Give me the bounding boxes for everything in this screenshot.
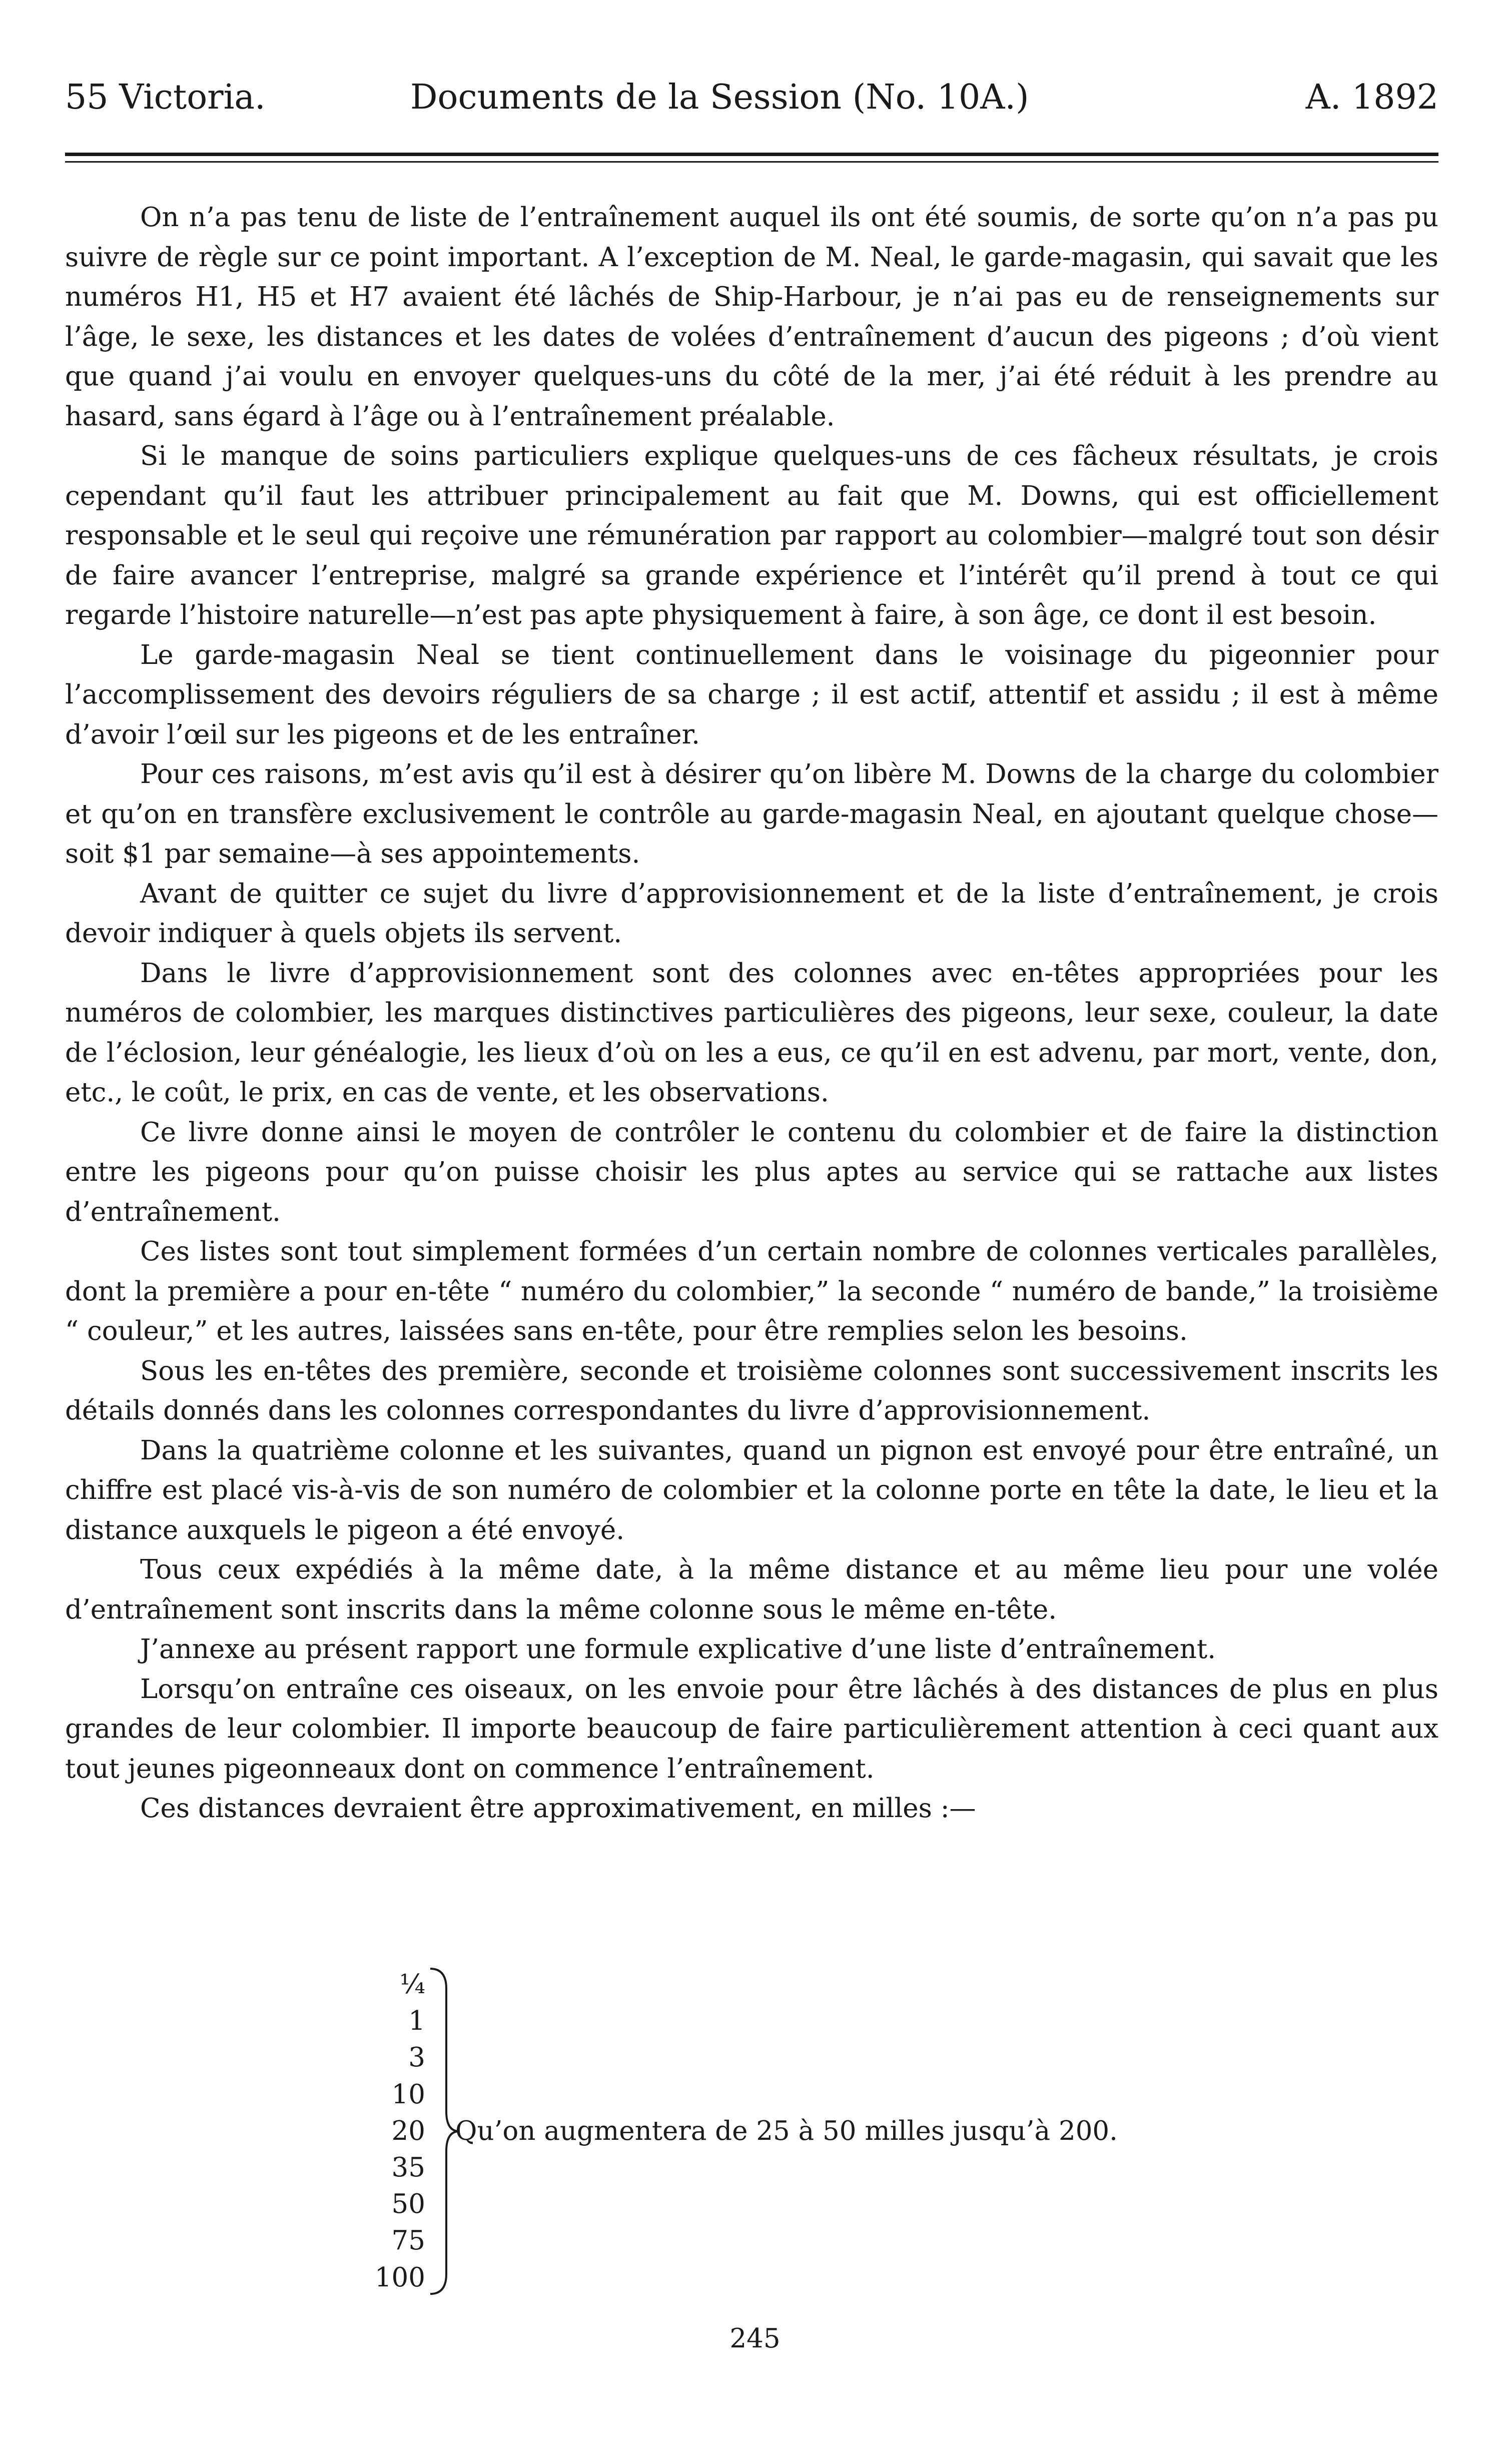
header-year: A. 1892 [1305,78,1438,117]
paragraph: Dans le livre d’approvisionnement sont des colonnes avec en-têtes appropriées pour les numéros de colombier, les marques distinctives particulières des pigeons, leur sexe, couleur, la date de l’éclosion, leur généalogie, les lieux d’où on les a eus, ce qu’il en est advenu, par mort, vente, don, etc., le coût, le prix, en cas de vente, et les observations. [65,958,1438,1108]
distance-value: 35 [391,2152,425,2183]
distance-value: 75 [391,2225,425,2256]
paragraph: Si le manque de soins particuliers explique quelques-uns de ces fâcheux résultats, je crois cependant qu’il faut les attribuer principalement au fait que M. Downs, qui est officiellement responsable et le seul qui reçoive une rémunération par rapport au colombier—malgré tout son désir de faire avancer l’entreprise, malgré sa grande expérience et l’intérêt qu’il prend à tout ce qui regarde l’histoire naturelle—n’est pas apte physiquement à faire, à son âge, ce dont il est besoin. [65,441,1438,630]
paragraph: Ce livre donne ainsi le moyen de contrôler le contenu du colombier et de faire la distinction entre les pigeons pour qu’on puisse choisir les plus aptes au service qui se rattache aux listes d’entraînement. [65,1117,1438,1227]
paragraph: Le garde-magasin Neal se tient continuellement dans le voisinage du pigeonnier pour l’accomplissement des devoirs réguliers de sa charge ; il est actif, attentif et assidu ; il est à même d’avoir l’œil sur les pigeons et de les entraîner. [65,639,1438,750]
paragraph: Ces listes sont tout simplement formées d’un certain nombre de colonnes verticales parallèles, dont la première a pour en-tête “ numéro du colombier,” la seconde “ numéro de bande,” la troisième “ couleur,” et les autres, laissées sans en-tête, pour être remplies selon les besoins. [65,1236,1438,1346]
paragraph: Tous ceux expédiés à la même date, à la même distance et au même lieu pour une volée d’entraînement sont inscrits dans la même colonne sous le même en-tête. [65,1554,1438,1625]
distance-value: 1 [408,2006,425,2037]
distance-value: 10 [391,2079,425,2110]
paragraph: Lorsqu’on entraîne ces oiseaux, on les envoie pour être lâchés à des distances de plus en plus grandes de leur colombier. Il importe beaucoup de faire particulièrement attention à ceci quant aux tout jeunes pigeonneaux dont on commence l’entraînement. [65,1674,1438,1784]
header-rule-thin [65,161,1438,163]
body-text [65,198,1438,1829]
paragraph: Ces distances devraient être approximativement, en milles :— [140,1793,976,1824]
distance-value: ¼ [399,1969,425,2000]
distance-values [350,1966,425,2296]
distance-note: Qu’on augmentera de 25 à 50 milles jusqu’à 200. [455,2116,1118,2146]
distance-list [350,1966,1451,2296]
distance-value: 3 [408,2042,425,2073]
paragraph: Dans la quatrième colonne et les suivantes, quand un pignon est envoyé pour être entraîné, un chiffre est placé vis-à-vis de son numéro de colombier et la colonne porte en tête la date, le lieu et la distance auxquels le pigeon a été envoyé. [65,1435,1438,1545]
header-title: Documents de la Session (No. 10A.) [410,78,1029,117]
paragraph: On n’a pas tenu de liste de l’entraînement auquel ils ont été soumis, de sorte qu’on n’a pas pu suivre de règle sur ce point important. A l’exception de M. Neal, le garde-magasin, qui savait que les numéros H1, H5 et H7 avaient été lâchés de Ship-Harbour, je n’ai pas eu de renseignements sur l’âge, le sexe, les distances et les dates de volées d’entraînement d’aucun des pigeons ; d’où vient que quand j’ai voulu en envoyer quelques-uns du côté de la mer, j’ai été réduit à les prendre au hasard, sans égard à l’âge ou à l’entraînement préalable. [65,202,1438,432]
distance-value: 50 [391,2189,425,2220]
running-header [65,70,1438,125]
header-rule-thick [65,153,1438,156]
header-session: 55 Victoria. [65,78,266,117]
paragraph: Pour ces raisons, m’est avis qu’il est à désirer qu’on libère M. Downs de la charge du colombier et qu’on en transfère exclusivement le contrôle au garde-magasin Neal, en ajoutant quelque chose—soit $1 par semaine—à ses appointements. [65,759,1438,869]
distance-value: 100 [374,2262,425,2293]
page-number: 245 [729,2323,781,2354]
paragraph: J’annexe au présent rapport une formule explicative d’une liste d’entraînement. [140,1634,1216,1665]
paragraph: Sous les en-têtes des première, seconde et troisième colonnes sont successivement inscrits les détails donnés dans les colonnes correspondantes du livre d’approvisionnement. [65,1355,1438,1426]
distance-value: 20 [391,2115,425,2146]
paragraph: Avant de quitter ce sujet du livre d’approvisionnement et de la liste d’entraînement, je crois devoir indiquer à quels objets ils servent. [65,878,1438,949]
